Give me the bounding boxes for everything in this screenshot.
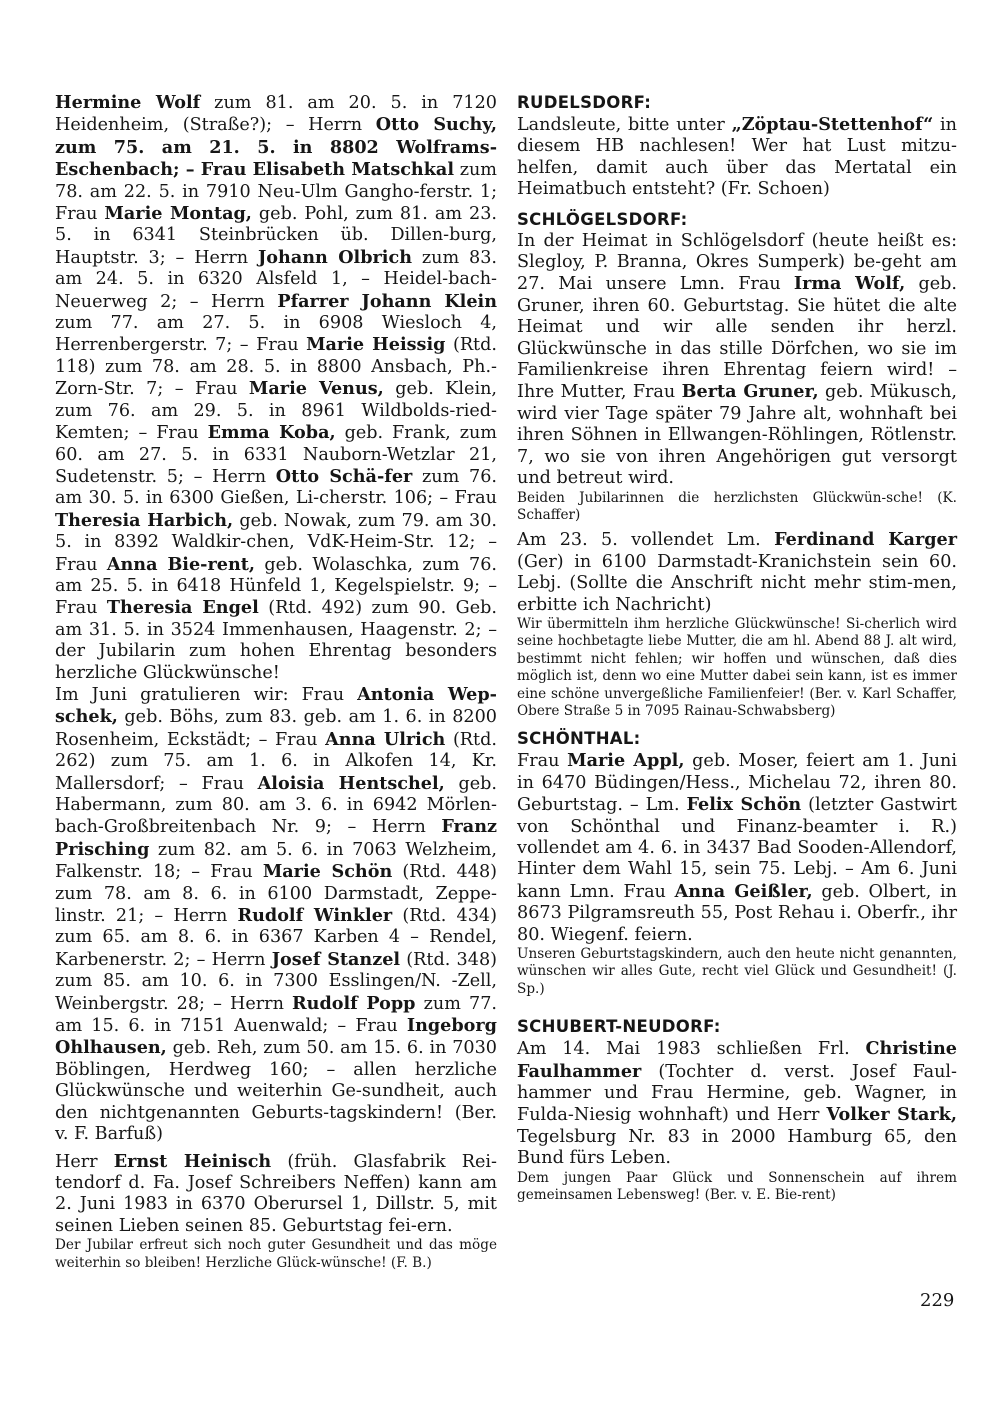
name-highlight: Josef Stanzel	[271, 948, 401, 970]
name-highlight: Theresia Engel	[106, 597, 259, 619]
text-run: zum 77. am 27. 5. in 6908 Wiesloch 4, Herrenbergerstr. 7; – Frau	[55, 313, 497, 356]
text-run: geb. Klein, zum 76. am 29. 5. in 8961 Wildbolds-ried-Kemten; – Frau	[55, 379, 497, 444]
text-run: zum 82. am 5. 6. in 7063 Welzheim, Falkenstr. 18; – Frau	[55, 839, 497, 883]
left-column	[55, 92, 497, 1272]
name-highlight: Irma Wolf,	[793, 273, 906, 295]
text-run: in diesem HB nachlesen! Wer hat Lust mitzu-helfen, damit auch über das Mertatal ein Heimatbuch entsteht? (Fr. Schoen)	[517, 115, 957, 200]
text-run: (letzter Gastwirt von Schönthal und Finanz-beamter i. R.) vollendet am 4. 6. in 3437 Bad Sooden-Allendorf, Hinter dem Wahl 15, sein 75. Lebj. – Am 6. Juni kann Lmn. Frau	[517, 795, 957, 902]
name-highlight: Marie Schön	[262, 861, 393, 883]
name-highlight: Marie Venus,	[248, 378, 384, 400]
name-highlight: „Zöptau-Stettenhof“	[731, 114, 934, 135]
text-run: (Ger) in 6100 Darmstadt-Kranichstein sein 60. Lebj. (Sollte die Anschrift nicht mehr stim-men, erbitte ich Nachricht)	[517, 551, 957, 615]
name-highlight: Emma Koba,	[207, 422, 336, 444]
name-highlight: Marie Appl,	[567, 750, 685, 772]
name-highlight: Berta Gruner,	[681, 381, 819, 403]
text-run: Am 23. 5. vollendet Lm.	[517, 530, 775, 551]
text-run: (Rtd. 434) zum 65. am 8. 6. in 6367 Karben 4 – Rendel, Karbenerstr. 2; – Herrn	[55, 906, 497, 970]
text-run: (früh. Glasfabrik Rei-tendorf d. Fa. Josef Schreibers Neffen) kann am 2. Juni 1983 in 6370 Oberursel 1, Dillstr. 5, mit seinen Lieben seinen 85. Geburtstag fei-ern.	[55, 1151, 498, 1236]
text-run: In der Heimat in Schlögelsdorf (heute heißt es: Slegloy, P. Branna, Okres Sumperk) be-geht am 27. Mai unsere Lmn. Frau	[517, 230, 957, 295]
name-highlight: Ernst Heinisch	[113, 1150, 272, 1172]
text-run: (Rtd. 348) zum 85. am 10. 6. in 7300 Esslingen/N. -Zell, Weinbergstr. 28; – Herrn	[55, 949, 498, 1014]
text-run: zum 83. am 24. 5. in 6320 Alsfeld 1, – Heidel-bach-Neuerweg 2; – Herrn	[55, 247, 498, 312]
name-highlight: Rudolf Popp	[292, 992, 416, 1014]
name-highlight: Ferdinand Karger	[774, 529, 957, 551]
text-run: (Rtd. 492) zum 90. Geb. am 31. 5. in 3524 Immenhausen, Haagenstr. 2; – der Jubilarin zum hohen Ehrentag besonders herzliche Glückwünsche!	[55, 598, 498, 683]
name-highlight: Anna Ulrich	[325, 728, 446, 750]
text-run: geb. Nowak, zum 79. am 30. 5. in 8392 Waldkir-chen, VdK-Heim-Str. 12; – Frau	[55, 510, 497, 575]
text-run: (Rtd. 448) zum 78. am 8. 6. in 6100 Darmstadt, Zeppe-linstr. 21; – Herrn	[55, 862, 498, 927]
text-run: geb. Wolaschka, zum 76. am 25. 5. in 6418 Hünfeld 1, Kegelspielstr. 9; – Frau	[55, 554, 497, 619]
text-run: geb. Olbert, in 8673 Pilgramsreuth 55, Post Rehau i. Oberfr., ihr 80. Wiegenf. feiern.	[517, 881, 957, 945]
name-highlight: Otto Suchy, zum 75. am 21. 5. in 8802 Wolframs-Eschenbach; – Frau Elisabeth Matschkal	[55, 114, 497, 181]
name-highlight: Ingeborg Ohlhausen,	[55, 1015, 497, 1059]
birthday-list-june	[55, 684, 497, 1146]
name-highlight: Hermine Wolf	[55, 92, 201, 113]
heading-schoenthal: SCHÖNTHAL:	[517, 729, 641, 749]
name-highlight: Pfarrer Johann Klein	[277, 290, 497, 312]
schubert-neudorf-greeting: Dem jungen Paar Glück und Sonnenschein auf ihrem gemeinsamen Lebensweg! (Ber. v. E. Bie-rent)	[517, 1169, 957, 1204]
schubert-neudorf-text	[517, 1038, 957, 1169]
name-highlight: Johann Olbrich	[257, 246, 412, 268]
birthday-list-may	[55, 92, 497, 684]
text-run: geb. Reh, zum 50. am 15. 6. in 7030 Böblingen, Herdweg 160; – allen herzliche Glückwünsche und weiterhin Ge-sundheit, auch den nichtgenannten Geburts-tagskindern! (Ber. v. F. Barfuß)	[55, 1038, 497, 1145]
name-highlight: Aloisia Hentschel,	[257, 772, 445, 794]
heading-schloegelsdorf: SCHLÖGELSDORF:	[517, 209, 688, 229]
schoenthal-greeting: Unseren Geburtstagskindern, auch den heute nicht genannten, wünschen wir alles Gute, recht viel Glück und Gesundheit! (J. Sp.)	[517, 946, 957, 997]
text-run: geb. Pohl, zum 81. am 23. 5. in 6341 Steinbrücken üb. Dillen-burg, Hauptstr. 3; – Herrn	[55, 204, 497, 268]
text-run: Tegelsburg Nr. 83 in 2000 Hamburg 65, den Bund fürs Leben.	[517, 1126, 957, 1169]
text-run: geb. Habermann, zum 80. am 3. 6. in 6942 Mörlen-bach-Großbreitenbach Nr. 9; – Herrn	[55, 773, 498, 838]
heading-schubert-neudorf: SCHUBERT-NEUDORF:	[517, 1017, 721, 1037]
text-run: geb. Gruner, ihren 60. Geburtstag. Sie hütet die alte Heimat und wir alle senden ihr herzl. Glückwünsche in das stille Dörfchen, wo sie im Familienkreise ihren Ehrentag feiern wird! – Ihre Mutter, Frau	[517, 274, 957, 403]
karger-announcement	[517, 529, 957, 616]
name-highlight: Theresia Harbich,	[55, 509, 234, 531]
name-highlight: Marie Montag,	[104, 203, 252, 225]
name-highlight: Volker Stark,	[826, 1104, 957, 1126]
name-highlight: Anna Bie-rent,	[106, 553, 255, 575]
karger-greeting: Wir übermitteln ihm herzliche Glückwünsche! Si-cherlich wird seine hochbetagte liebe Mutter, die am hl. Abend 88 J. alt wird, bestimmt nicht fehlen; wir hoffen und wünschen, daß dies möglich ist, denn wo eine Mutter dabei sein kann, ist es immer eine schöne unvergeßliche Familienfeier! (Ber. v. Karl Schaffer, Obere Straße 5 in 7095 Rainau-Schwabsberg)	[517, 615, 957, 719]
heinisch-greeting: Der Jubilar erfreut sich noch guter Gesundheit und das möge weiterhin so bleiben! Herzliche Glück-wünsche! (F. B.)	[55, 1237, 497, 1271]
text-run: zum 78. am 22. 5. in 7910 Neu-Ulm Gangho-ferstr. 1; Frau	[55, 160, 497, 225]
heinisch-announcement	[55, 1151, 497, 1238]
rudelsdorf-text	[517, 114, 957, 201]
name-highlight: Anna Geißler,	[674, 880, 813, 902]
right-column	[517, 92, 957, 1205]
text-run: zum 76. am 30. 5. in 6300 Gießen, Li-cherstr. 106; – Frau	[55, 466, 497, 509]
name-highlight: Franz Prisching	[55, 816, 497, 860]
heading-rudelsdorf: RUDELSDORF:	[517, 93, 652, 112]
name-highlight: Rudolf Winkler	[237, 905, 393, 927]
name-highlight: Felix Schön	[686, 794, 802, 816]
text-run: geb. Moser, feiert am 1. Juni in 6470 Büdingen/Hess., Michelau 72, ihren 80. Geburtstag. – Lm.	[517, 751, 957, 816]
schloegelsdorf-text	[517, 231, 957, 490]
schloegelsdorf-greeting: Beiden Jubilarinnen die herzlichsten Glückwün-sche! (K. Schaffer)	[517, 489, 957, 523]
name-highlight: Antonia Wep-schek,	[55, 683, 497, 728]
text-run: zum 81. am 20. 5. in 7120 Heidenheim, (Straße?); – Herrn	[55, 93, 497, 136]
name-highlight: Marie Heissig	[306, 334, 446, 356]
text-run: (Tochter d. verst. Josef Faul-hammer und Frau Hermine, geb. Wagner, in Fulda-Niesig wohnhaft) und Herr	[517, 1061, 957, 1126]
text-run: (Rtd. 262) zum 75. am 1. 6. in Alkofen 14, Kr. Mallersdorf; – Frau	[55, 729, 497, 794]
text-run: (Rtd. 118) zum 78. am 28. 5. in 8800 Ansbach, Ph.-Zorn-Str. 7; – Frau	[55, 335, 497, 400]
schoenthal-text	[517, 750, 957, 946]
text-run: Herr	[55, 1151, 114, 1172]
name-highlight: Otto Schä-fer	[275, 465, 413, 487]
text-run: Frau	[517, 751, 568, 772]
text-run: geb. Frank, zum 60. am 27. 5. in 6331 Nauborn-Wetzlar 21, Sudetenstr. 5; – Herrn	[55, 423, 497, 487]
text-run: Am 14. Mai 1983 schließen Frl.	[517, 1039, 866, 1060]
name-highlight: Christine Faulhammer	[517, 1038, 957, 1082]
text-run: Im Juni gratulieren wir: Frau	[55, 684, 358, 705]
text-run: geb. Böhs, zum 83. geb. am 1. 6. in 8200 Rosenheim, Eckstädt; – Frau	[55, 707, 497, 750]
text-run: zum 77. am 15. 6. in 7151 Auenwald; – Frau	[55, 993, 497, 1037]
text-run: Landsleute, bitte unter	[517, 115, 732, 135]
text-run: geb. Mükusch, wird vier Tage später 79 Jahre alt, wohnhaft bei ihren Söhnen in Ellwangen-Röhlingen, Rötlenstr. 7, wo sie von ihren Angehörigen gut versorgt und betreut wird.	[517, 382, 957, 489]
page-number: 229	[920, 1290, 955, 1311]
